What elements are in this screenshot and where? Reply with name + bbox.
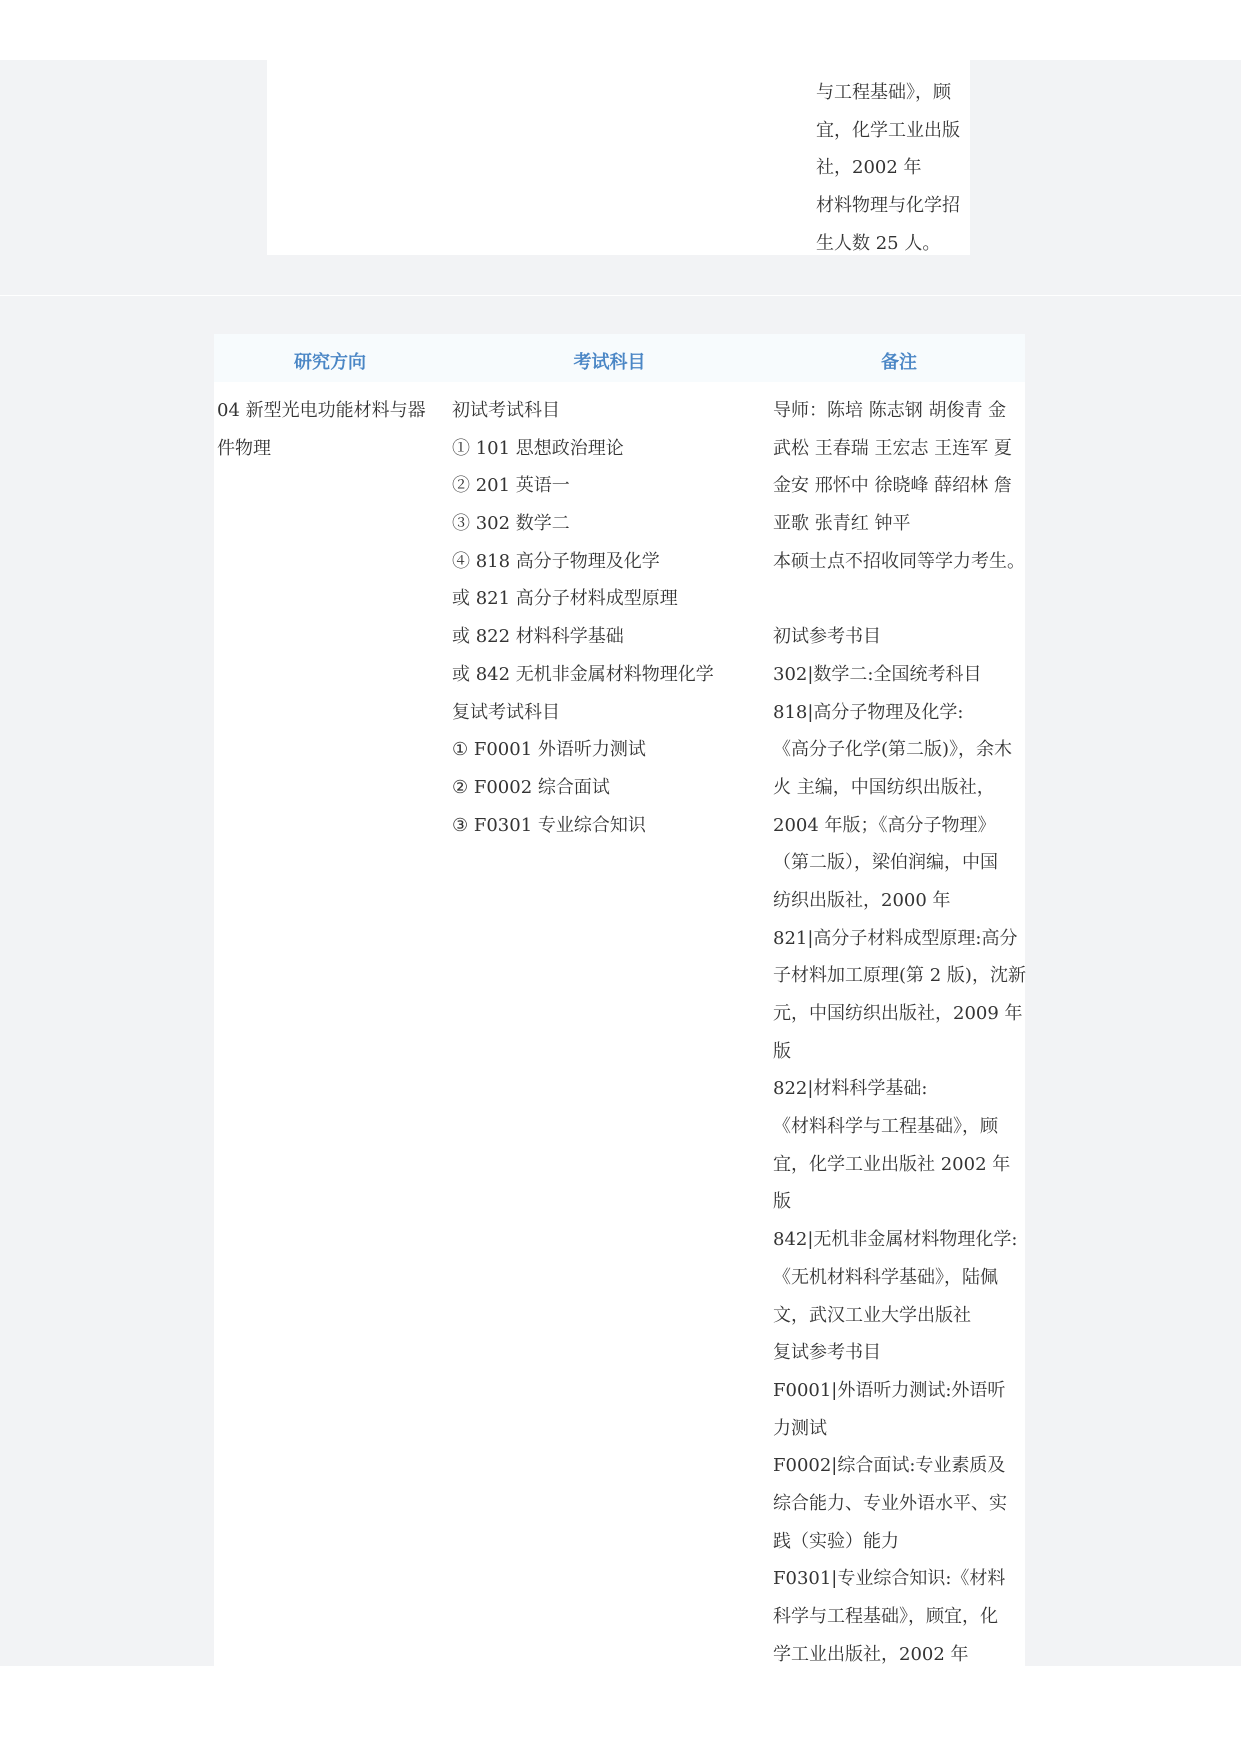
note-line: 842|无机非金属材料物理化学: <box>773 1229 1018 1251</box>
note-line <box>773 580 1025 618</box>
note-line: F0002|综合面试:专业素质及 <box>773 1455 1006 1477</box>
subject-line: 或 821 高分子材料成型原理 <box>452 588 678 610</box>
subject-line: 复试考试科目 <box>452 701 560 723</box>
note-line: 生人数 25 人。 <box>816 232 941 254</box>
note-line: 宜，化学工业出版 <box>816 119 960 141</box>
program-table <box>214 334 1025 1666</box>
note-line: 力测试 <box>773 1417 827 1439</box>
subject-line: ③ 302 数学二 <box>452 513 570 535</box>
note-line: 版 <box>773 1191 791 1213</box>
subject-line: ① F0001 外语听力测试 <box>452 739 646 761</box>
note-line: 818|高分子物理及化学: <box>773 701 964 723</box>
subject-line: 初试考试科目 <box>452 400 560 421</box>
note-line: 与工程基础》，顾 <box>816 82 951 103</box>
note-line: 纺织出版社，2000 年 <box>773 889 951 911</box>
note-line: 《材料科学与工程基础》，顾 <box>773 1116 998 1138</box>
note-line: 武松 王春瑞 王宏志 王连军 夏 <box>773 437 1012 459</box>
note-line: 科学与工程基础》，顾宜，化 <box>773 1606 998 1627</box>
note-line: 导师：陈培 陈志钢 胡俊青 金 <box>773 400 1007 421</box>
exam-subjects-cell <box>452 392 752 844</box>
note-line: 2004 年版；《高分子物理》 <box>773 814 996 836</box>
header-direction: 研究方向 <box>294 352 366 373</box>
note-line: 综合能力、专业外语水平、实 <box>773 1492 1007 1514</box>
subject-line: 或 842 无机非金属材料物理化学 <box>452 663 714 685</box>
subject-line: 或 822 材料科学基础 <box>452 626 624 648</box>
continued-notes-column <box>816 74 976 262</box>
note-line: 302|数学二:全国统考科目 <box>773 663 982 685</box>
note-line: 本硕士点不招收同等学力考生。 <box>773 550 1025 572</box>
note-line: （第二版），梁伯润编，中国 <box>773 852 998 874</box>
note-line: 文，武汉工业大学出版社 <box>773 1304 971 1326</box>
note-line: 子材料加工原理(第 2 版)，沈新 <box>773 965 1026 987</box>
program-section-band <box>0 296 1241 1666</box>
note-line: 822|材料科学基础: <box>773 1078 928 1100</box>
subject-line: ② F0002 综合面试 <box>452 776 610 798</box>
note-line: 材料物理与化学招 <box>816 195 960 217</box>
direction-line: 件物理 <box>217 437 271 459</box>
note-line: 《高分子化学(第二版)》，余木 <box>773 739 1013 761</box>
research-direction-cell <box>217 392 441 467</box>
table-header <box>214 334 1025 382</box>
note-line: 《无机材料科学基础》，陆佩 <box>773 1266 998 1288</box>
note-line: 宜，化学工业出版社 2002 年 <box>773 1153 1011 1175</box>
subject-line: ③ F0301 专业综合知识 <box>452 814 646 836</box>
subject-line: ① 101 思想政治理论 <box>452 437 624 459</box>
note-line: 821|高分子材料成型原理:高分 <box>773 927 1018 949</box>
note-line: 初试参考书目 <box>773 626 881 648</box>
note-line: 学工业出版社，2002 年 <box>773 1643 969 1665</box>
previous-table-fragment <box>267 60 970 255</box>
note-line: 亚歌 张青红 钟平 <box>773 513 911 535</box>
note-line: 元，中国纺织出版社，2009 年 <box>773 1003 1023 1024</box>
note-line: 复试参考书目 <box>773 1342 881 1364</box>
header-notes: 备注 <box>881 352 917 373</box>
header-subjects: 考试科目 <box>573 352 646 373</box>
note-line: 社，2002 年 <box>816 157 922 179</box>
subject-line: ② 201 英语一 <box>452 475 570 497</box>
notes-cell <box>773 392 1025 1673</box>
previous-section-band <box>0 60 1241 295</box>
note-line: 版 <box>773 1040 791 1062</box>
note-line: F0001|外语听力测试:外语听 <box>773 1379 1006 1401</box>
note-line: 火 主编，中国纺织出版社， <box>773 776 995 798</box>
direction-line: 04 新型光电功能材料与器 <box>217 400 426 421</box>
subject-line: ④ 818 高分子物理及化学 <box>452 550 660 572</box>
note-line: 金安 邢怀中 徐晓峰 薛绍林 詹 <box>773 475 1012 497</box>
note-line: 践（实验）能力 <box>773 1530 899 1552</box>
note-line: F0301|专业综合知识:《材料 <box>773 1568 1006 1590</box>
